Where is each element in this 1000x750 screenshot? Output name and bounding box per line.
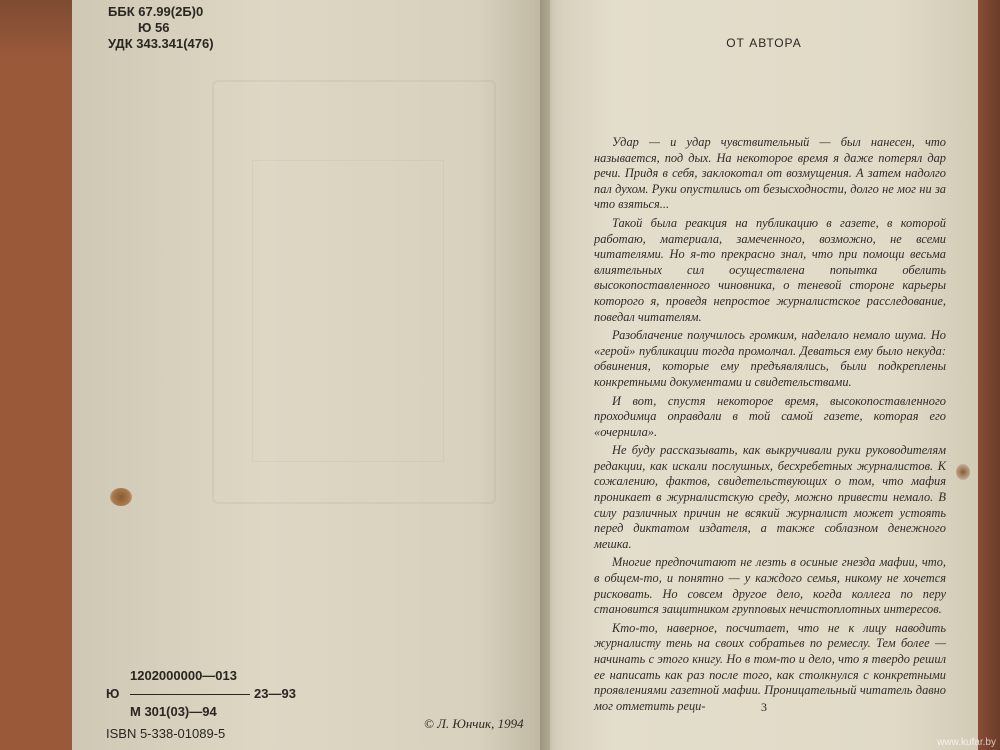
watermark: www.kufar.by	[937, 737, 996, 748]
show-through-frame	[252, 160, 444, 462]
right-page	[550, 0, 978, 750]
page-number: 3	[761, 700, 767, 714]
left-page	[72, 0, 550, 750]
desk-edge	[975, 0, 1000, 750]
publisher-code-letter: Ю	[106, 686, 120, 701]
paragraph: Кто-то, наверное, посчитает, что не к лицу наводить журналисту тень на своих собратьев по ремеслу. Тем более — начинать с этого книгу. Но в том-то и дело, что я твердо решил ее написать как раз после того, как столкнулся с конкретными проявлениями газетной мафии. Проницательный читатель давно мог отметить реци-	[594, 620, 946, 713]
publisher-code-row1: 1202000000—013	[130, 668, 237, 683]
paper-stain	[956, 464, 970, 480]
paragraph: Удар — и удар чувствительный — был нанесен, что называется, под дых. На некоторое время я даже потерял дар речи. Придя в себя, заклокотал от возмущения. А затем надолго пал духом. Руки опустились от безысходности, долго не мог ни за что взяться...	[594, 135, 946, 212]
paragraph: И вот, спустя некоторое время, высокопоставленного проходимца оправдали в той самой газете, которая его «очернила».	[594, 393, 946, 439]
classification-codes	[108, 4, 214, 52]
book-gutter	[540, 0, 564, 750]
paper-stain	[110, 488, 132, 506]
copyright-notice: © Л. Юнчик, 1994	[424, 716, 524, 731]
publisher-code-row2: 23—93	[254, 686, 296, 701]
paragraph: Разоблачение получилось громким, наделало немало шума. Но «герой» публикации тогда промолчал. Деваться ему было некуда: обвинения, которые ему предъявлялись, были подкреплены конкретными документами и свидетельствами.	[594, 328, 946, 389]
udk-code: УДК 343.341(476)	[108, 36, 214, 51]
body-text	[594, 135, 946, 717]
paragraph: Не буду рассказывать, как выкручивали руки руководителям редакции, как искали послушных, бесхребетных журналистов. К сожалению, фактов, свидетельствующих о том, что мафия проникает в журналистскую среду, можно привести немало. В силу различных причин не всякий журналист может устоять перед диктатом издателя, а также соблазном денежного мешка.	[594, 443, 946, 551]
section-heading: ОТ АВТОРА	[726, 36, 802, 50]
publisher-code-row3: М 301(03)—94	[130, 704, 217, 719]
author-index: Ю 56	[138, 20, 170, 35]
paragraph: Такой была реакция на публикацию в газете, в которой работаю, материала, замеченного, возможно, не всеми читателями. Но я-то прекрасно знал, что при помощи весьма влиятельных сил осуществлена попытка обелить высокопоставленного чиновника, о теневой стороне карьеры которого я, проведя непростое журналистское расследование, поведал читателям.	[594, 215, 946, 324]
isbn: ISBN 5-338-01089-5	[106, 726, 226, 741]
paragraph: Многие предпочитают не лезть в осиные гнезда мафии, что, в общем-то, и понятно — у каждого семья, никому не хочется рисковать. Но совсем другое дело, когда коллега по перу становится защитником групповых нечистоплотных интересов.	[594, 555, 946, 617]
bbk-code: ББК 67.99(2Б)0	[108, 4, 204, 19]
publisher-code-divider	[130, 694, 250, 695]
